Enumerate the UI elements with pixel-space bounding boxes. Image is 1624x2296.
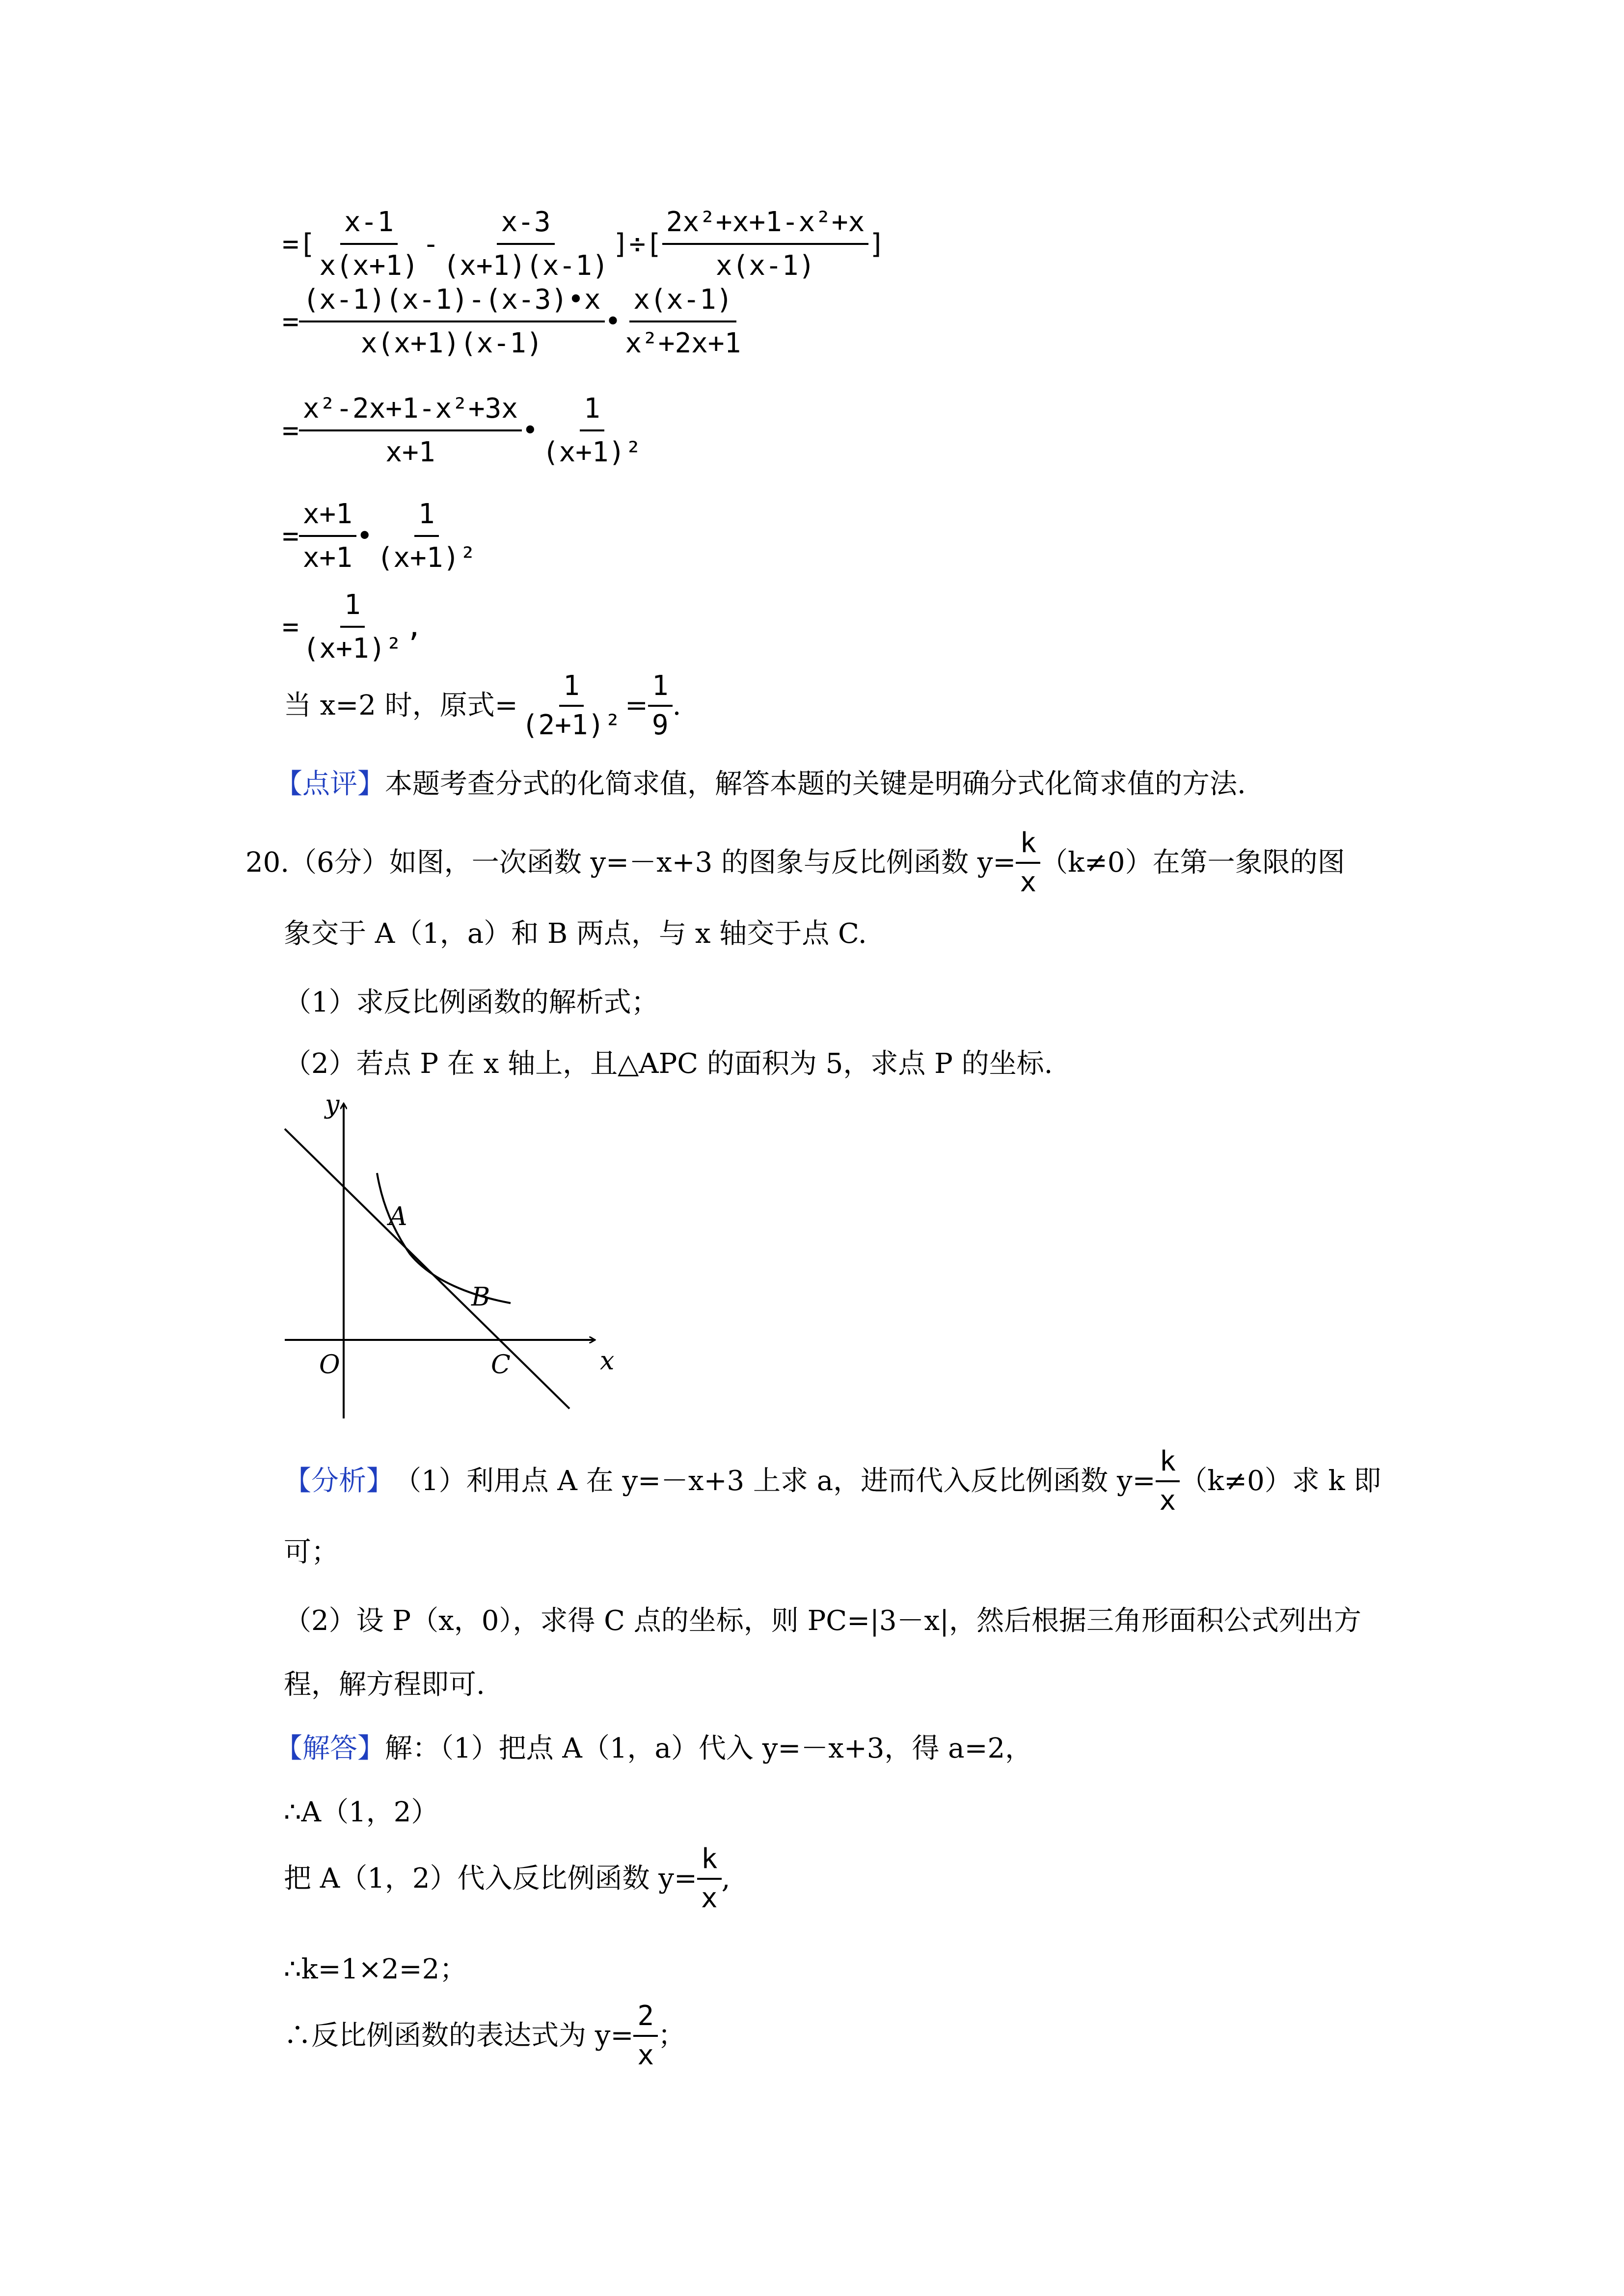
fraction: $\frac{2}{x}$ [633,2002,658,2069]
fraction: $\frac{x(x-1)}{\text{x²+2x+1}}$ [625,284,741,359]
period: . [672,690,681,721]
fraction: $\frac{x-3}{(x+1)(x-1)}$ [443,206,609,282]
solution-line-5: ∴反比例函数的表达式为 y= $\frac{2}{x}$ ； [284,2000,686,2071]
fraction: $\frac{x-1}{x(x+1)}$ [319,206,419,282]
fraction: $\frac{1}{\text{(2+1)²}}$ [521,670,621,741]
fraction: $\frac{k}{x}$ [1016,829,1040,896]
point-b-label: B [471,1282,490,1312]
fraction: $\frac{k}{x}$ [697,1845,722,1912]
analysis-line-2: 可； [284,1536,339,1568]
axis-label-x: x [600,1346,615,1376]
solution-line-1: 【解答】解：（1）把点 A（1，a）代入 y=－x+3，得 a=2， [275,1733,1033,1764]
point-a-label: A [389,1202,407,1231]
analysis-tag: 【分析】 [284,1465,394,1497]
derivation-step-1 [282,206,885,282]
comment-line [275,768,1246,800]
equals-sign: = [282,520,299,552]
comment-tag: 【点评】 [275,768,385,800]
divide-bracket: ]÷[ [612,228,662,260]
function-graph [275,1095,619,1428]
fraction: $\frac{\text{x²-2x+1-x²+3x}}{x+1}$ [299,393,522,468]
solution-line-4: ∴k=1×2=2； [284,1953,467,1985]
fraction: $\frac{x+1}{x+1}$ [299,498,356,574]
equals-sign: = [624,690,648,721]
evaluate-line: 当 x=2 时，原式= $\frac{1}{\text{(2+1)²}}$ = $\frac{1}{9}$ . [284,670,681,741]
fraction: $\frac{(x-1)(x-1)-(x-3)•x}{x(x+1)(x-1)}$ [299,284,605,359]
equals-bracket: =[ [282,228,316,260]
problem-number: 20. [245,847,290,879]
fraction: $\frac{k}{x}$ [1156,1448,1180,1515]
problem-line-2: 象交于 A（1，a）和 B 两点，与 x 轴交于点 C. [284,918,867,950]
comment-text: 本题考查分式的化简求值，解答本题的关键是明确分式化简求值的方法. [385,768,1246,800]
fraction: $\frac{1}{\text{(x+1)²}}$ [302,589,403,665]
fraction: $\frac{\text{2x²+x+1-x²+x}}{x(x-1)}$ [662,206,869,282]
derivation-step-2 [282,284,745,359]
comma: , [406,611,423,643]
fraction: $\frac{1}{\text{(x+1)²}}$ [377,498,476,574]
problem-question-2: （2）若点 P 在 x 轴上，且△APC 的面积为 5，求点 P 的坐标. [284,1048,1053,1080]
equals-sign: = [282,611,299,643]
problem-points: （6分） [289,847,389,879]
dot-sign: • [604,305,622,338]
close-bracket: ] [868,228,886,260]
equals-sign: = [282,305,299,338]
solution-tag: 【解答】 [275,1733,385,1764]
derivation-step-3 [282,393,646,468]
fraction: $\frac{1}{\text{(x+1)²}}$ [542,393,642,468]
fraction: $\frac{1}{9}$ [648,672,673,739]
point-c-label: C [491,1350,511,1380]
dot-sign: • [356,520,373,552]
problem-line-1: 20. （6分） 如图，一次函数 y=－x+3 的图象与反比例函数 y= $\frac{k}{x}$ （k≠0）在第一象限的图 [245,827,1345,898]
problem-question-1: （1）求反比例函数的解析式； [284,987,659,1018]
axis-label-y: y [325,1095,340,1120]
equals-sign: = [282,414,299,447]
analysis-line-3: （2）设 P（x，0），求得 C 点的坐标，则 PC=|3－x|，然后根据三角形面积公式列出方 [284,1605,1361,1637]
minus-sign: - [422,228,439,260]
analysis-line-4: 程，解方程即可. [284,1669,485,1701]
analysis-line-1: 【分析】 （1）利用点 A 在 y=－x+3 上求 a，进而代入反比例函数 y= $\frac{k}{x}$ （k≠0）求 k 即 [284,1445,1381,1517]
derivation-step-5 [282,589,423,665]
origin-label: O [319,1350,340,1380]
solution-line-2: ∴A（1，2） [284,1796,439,1828]
solution-line-3: 把 A（1，2）代入反比例函数 y= $\frac{k}{x}$ , [284,1843,731,1914]
dot-sign: • [522,414,539,447]
derivation-step-4 [282,498,480,574]
